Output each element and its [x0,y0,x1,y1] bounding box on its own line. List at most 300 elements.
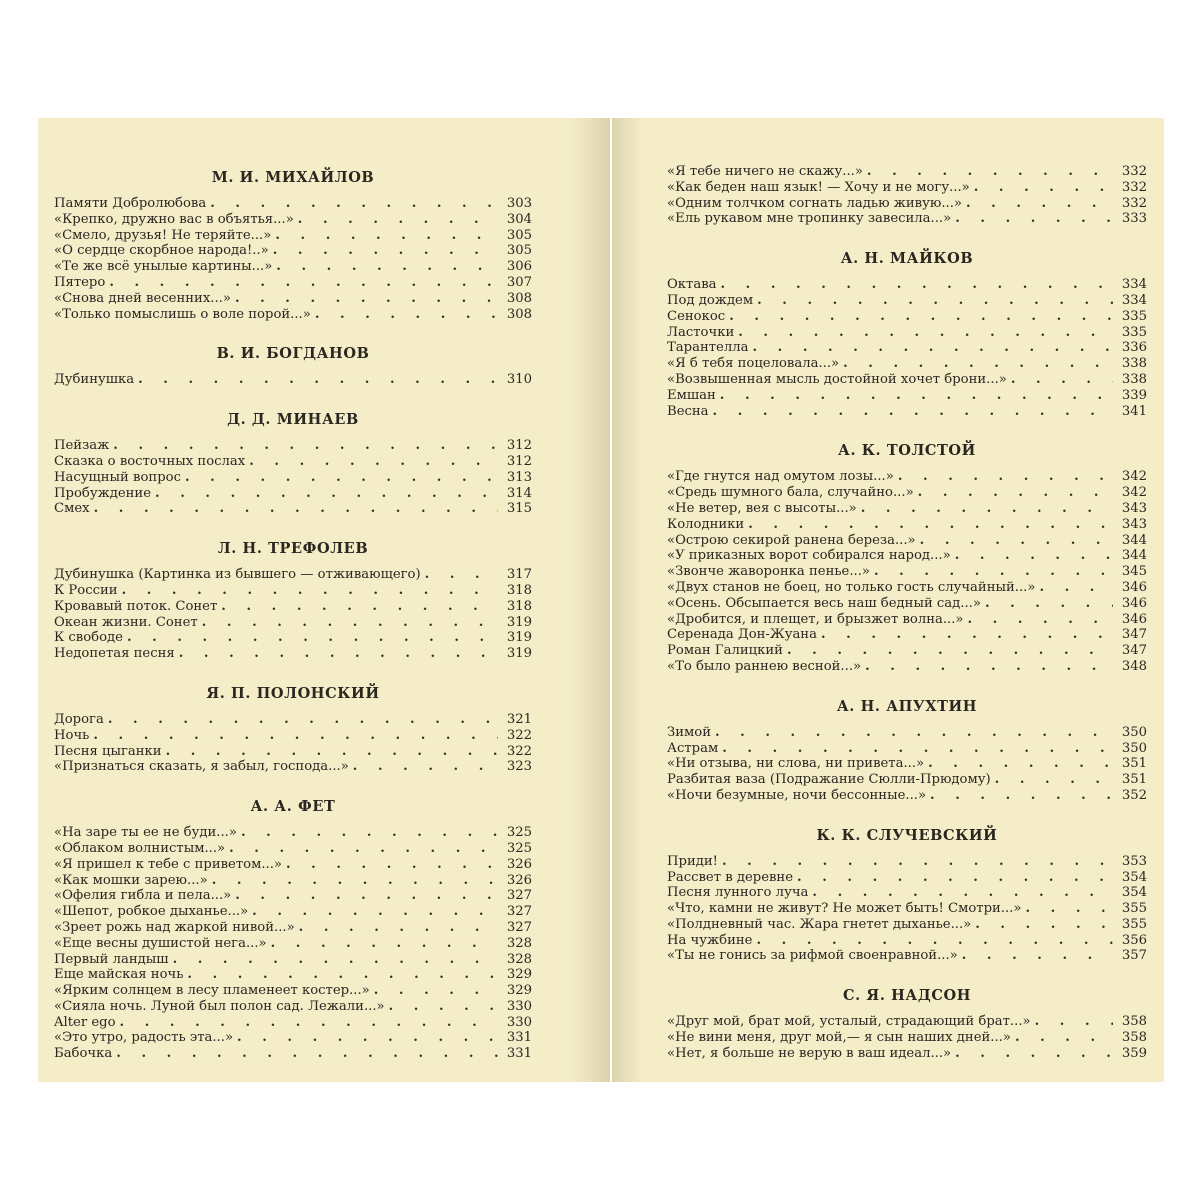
toc-entry [54,259,532,275]
dot-leader [787,643,1113,659]
dot-leader [93,728,498,744]
entry-title: «Друг мой, брат мой, усталый, страдающий брат...» [667,1014,1031,1030]
dot-leader [968,612,1114,628]
toc-entry [54,486,532,502]
entry-page-number: 317 [506,567,532,583]
dot-leader [721,277,1114,293]
dot-leader [241,825,498,841]
dot-leader [748,517,1113,533]
entry-title: «Как беден наш язык! — Хочу и не могу...» [667,179,970,195]
toc-entry [54,583,532,599]
toc-entry [54,712,532,728]
author-section [54,344,532,388]
entry-page-number: 327 [506,904,532,920]
dot-leader [122,583,498,599]
toc-entry [667,627,1147,643]
dot-leader [187,967,498,983]
entry-page-number: 330 [506,1014,532,1030]
author-heading: М. И. МИХАЙЛОВ [211,169,375,186]
left-page [38,118,610,1082]
entry-page-number: 342 [1121,485,1147,501]
dot-leader [865,659,1113,675]
entry-title: Ласточки [667,324,735,340]
author-section [667,986,1147,1061]
dot-leader [898,469,1113,485]
author-section [54,797,532,1062]
entry-page-number: 308 [506,306,532,322]
dot-leader [116,1046,498,1062]
entry-page-number: 350 [1121,740,1147,756]
dot-leader [353,759,498,775]
entry-title: «Признаться сказать, я забыл, господа...» [54,759,349,775]
entry-page-number: 318 [506,598,532,614]
entry-page-number: 339 [1121,387,1147,403]
author-heading: В. И. БОГДАНОВ [216,345,370,363]
entry-title: Октава [667,277,717,293]
dot-leader [752,340,1113,356]
dot-leader [202,615,498,631]
author-heading: Л. Н. ТРЕФОЛЕВ [217,540,369,558]
entry-title: «Только помыслишь о воле порой...» [54,306,311,322]
right-contents-column [667,164,1147,1062]
entry-page-number: 350 [1121,724,1147,740]
dot-leader [210,196,498,212]
dot-leader [715,725,1113,741]
entry-page-number: 306 [506,259,532,275]
dot-leader [985,596,1113,612]
entry-title: «Звонче жаворонка пенье...» [667,564,870,580]
entry-title: «Снова дней весенних...» [54,290,231,306]
entry-page-number: 319 [506,646,532,662]
author-heading: А. К. ТОЛСТОЙ [838,442,976,460]
entry-page-number: 331 [506,1030,532,1046]
toc-entry [54,857,532,873]
entry-page-number: 358 [1121,1014,1147,1030]
author-section [667,441,1147,674]
author-heading: С. Я. НАДСОН [843,987,971,1005]
entry-page-number: 329 [506,967,532,983]
entry-page-number: 344 [1121,532,1147,548]
entry-title: Пейзаж [54,438,110,454]
toc-entry [54,599,532,615]
author-section [667,697,1147,804]
dot-leader [874,564,1113,580]
entry-title: «Это утро, радость эта...» [54,1030,234,1046]
entry-title: «Что, камни не живут? Не может быть! Смотри...» [667,901,1022,917]
dot-leader [722,854,1113,870]
dot-leader [955,211,1113,227]
entry-title: Под дождем [667,292,754,308]
entry-title: Сказка о восточных послах [54,453,246,469]
dot-leader [229,841,498,857]
entry-page-number: 325 [506,825,532,841]
entry-title: Пятеро [54,274,106,290]
dot-leader [298,212,498,228]
toc-entry [54,744,532,760]
entry-page-number: 314 [506,485,532,501]
entry-page-number: 319 [506,630,532,646]
entry-title: «Не ветер, вея с высоты...» [667,500,857,516]
entry-page-number: 332 [1121,195,1147,211]
entry-title: «Ночи безумные, ночи бессонные...» [667,787,927,803]
entry-page-number: 332 [1121,179,1147,195]
entry-page-number: 325 [506,840,532,856]
author-section [667,249,1147,419]
dot-leader [955,548,1113,564]
toc-entry [54,454,532,470]
toc-entry [667,469,1147,485]
entry-page-number: 310 [506,372,532,388]
entry-page-number: 327 [506,919,532,935]
toc-entry [667,917,1147,933]
entry-title: Памяти Добролюбова [54,196,207,211]
dot-leader [713,404,1113,420]
entry-page-number: 312 [506,453,532,469]
entry-page-number: 323 [506,759,532,775]
entry-title: «То было раннею весной...» [667,658,862,674]
entry-title: Серенада Дон-Жуана [667,627,817,643]
entry-page-number: 354 [1121,869,1147,885]
dot-leader [374,983,498,999]
entry-page-number: 354 [1121,885,1147,901]
toc-entry [54,228,532,244]
toc-entry [54,470,532,486]
entry-title: Океан жизни. Сонет [54,614,198,630]
toc-entry [54,438,532,454]
toc-entry [667,196,1147,212]
dot-leader [757,293,1113,309]
toc-entry [54,920,532,936]
toc-entry [54,615,532,631]
dot-leader [1025,901,1113,917]
toc-entry [54,983,532,999]
entry-page-number: 338 [1121,371,1147,387]
entry-page-number: 352 [1121,787,1147,803]
toc-entry [54,904,532,920]
toc-entry [54,567,532,583]
entry-title: «Крепко, дружно вас в объятья...» [54,211,294,227]
entry-page-number: 343 [1121,516,1147,532]
entry-page-number: 345 [1121,564,1147,580]
dot-leader [975,917,1113,933]
dot-leader [237,1030,498,1046]
entry-title: На чужбине [667,932,753,948]
toc-entry [667,612,1147,628]
entry-title: Дорога [54,711,104,727]
dot-leader [729,309,1113,325]
toc-entry [667,948,1147,964]
toc-entry [667,725,1147,741]
entry-page-number: 346 [1121,579,1147,595]
entry-title: К свободе [54,630,123,646]
toc-entry [54,646,532,662]
toc-entry [667,901,1147,917]
entry-title: Первый ландыш [54,951,169,967]
toc-entry [54,967,532,983]
entry-page-number: 358 [1121,1030,1147,1046]
toc-entry [667,741,1147,757]
toc-entry [667,854,1147,870]
dot-leader [930,788,1113,804]
entry-page-number: 322 [506,727,532,743]
entry-title: Рассвет в деревне [667,869,794,885]
dot-leader [962,948,1113,964]
toc-entry [54,1046,532,1062]
dot-leader [299,920,498,936]
toc-entry [54,873,532,889]
entry-page-number: 328 [506,935,532,951]
entry-page-number: 334 [1121,292,1147,308]
entry-page-number: 303 [506,196,532,211]
toc-entry [54,196,532,212]
entry-page-number: 342 [1121,469,1147,485]
toc-entry [667,340,1147,356]
entry-page-number: 347 [1121,643,1147,659]
toc-entry [667,211,1147,227]
dot-leader [867,164,1113,180]
toc-entry [54,291,532,307]
dot-leader [212,873,498,889]
toc-entry [667,564,1147,580]
entry-title: Песня лунного луча [667,885,809,901]
entry-page-number: 308 [506,290,532,306]
toc-entry [667,596,1147,612]
dot-leader [109,275,498,291]
author-section [667,826,1147,965]
entry-page-number: 305 [506,243,532,259]
dot-leader [173,952,498,968]
entry-title: Колодники [667,516,745,532]
dot-leader [252,904,498,920]
entry-title: «У приказных ворот собирался народ...» [667,548,951,564]
entry-title: «Офелия гибла и пела...» [54,888,232,904]
toc-entry [667,325,1147,341]
entry-page-number: 304 [506,211,532,227]
entry-page-number: 331 [506,1046,532,1062]
entry-title: Разбитая ваза (Подражание Сюлли-Прюдому) [667,772,991,788]
toc-entry [54,243,532,259]
toc-entry [667,180,1147,196]
entry-page-number: 355 [1121,901,1147,917]
entry-page-number: 351 [1121,772,1147,788]
toc-entry [667,756,1147,772]
entry-title: Тарантелла [667,340,749,356]
author-heading: К. К. СЛУЧЕВСКИЙ [816,826,998,844]
dot-leader [127,630,498,646]
dot-leader [286,857,498,873]
dot-leader [1039,580,1113,596]
dot-leader [389,999,498,1015]
entry-title: Роман Галицкий [667,643,783,659]
toc-entry [54,825,532,841]
toc-entry [667,659,1147,675]
dot-leader [1035,1014,1113,1030]
right-page [612,118,1164,1082]
toc-entry [54,212,532,228]
dot-leader [1011,372,1113,388]
entry-title: Астрам [667,740,719,756]
toc-entry [667,517,1147,533]
entry-page-number: 315 [506,501,532,517]
toc-entry [667,643,1147,659]
entry-page-number: 359 [1121,1045,1147,1061]
entry-page-number: 348 [1121,658,1147,674]
toc-entry [54,307,532,323]
entry-title: Дубинушка [54,372,135,388]
entry-title: «О сердце скорбное народа!..» [54,243,269,259]
entry-page-number: 356 [1121,932,1147,948]
dot-leader [155,486,498,502]
entry-page-number: 318 [506,582,532,598]
entry-page-number: 312 [506,438,532,454]
entry-page-number: 330 [506,998,532,1014]
entry-title: Еще майская ночь [54,967,184,983]
entry-page-number: 322 [506,743,532,759]
entry-title: Смех [54,501,90,517]
toc-entry [54,275,532,291]
dot-leader [974,180,1113,196]
entry-title: Приди! [667,853,718,869]
dot-leader [425,567,498,583]
toc-entry [54,999,532,1015]
entry-title: «Я б тебя поцеловала...» [667,356,840,372]
entry-title: Ночь [54,727,90,743]
entry-page-number: 335 [1121,324,1147,340]
entry-page-number: 343 [1121,500,1147,516]
toc-entry [667,293,1147,309]
entry-title: «Не вини меня, друг мой,— я сын наших дней...» [667,1030,1011,1046]
entry-title: «Те же всё унылые картины...» [54,259,273,275]
dot-leader [995,772,1113,788]
entry-title: «Еще весны душистой нега...» [54,935,267,951]
dot-leader [1015,1030,1113,1046]
author-heading: Д. Д. МИНАЕВ [227,411,359,429]
entry-page-number: 346 [1121,595,1147,611]
entry-title: Дубинушка (Картинка из бывшего — отживающего) [54,567,421,583]
entry-title: «Средь шумного бала, случайно...» [667,485,914,501]
entry-title: «Шепот, робкое дыханье...» [54,904,249,920]
entry-page-number: 319 [506,614,532,630]
entry-page-number: 333 [1121,211,1147,227]
entry-page-number: 305 [506,227,532,243]
toc-entry [667,1014,1147,1030]
author-section [54,168,532,322]
toc-entry [667,356,1147,372]
dot-leader [966,196,1113,212]
dot-leader [138,372,498,388]
dot-leader [920,533,1113,549]
author-section [667,164,1147,227]
entry-title: Насущный вопрос [54,469,181,485]
entry-title: Емшан [667,387,716,403]
entry-title: Песня цыганки [54,743,162,759]
entry-page-number: 353 [1121,853,1147,869]
entry-title: «Зреет рожь над жаркой нивой...» [54,919,295,935]
entry-page-number: 341 [1121,403,1147,419]
dot-leader [113,438,498,454]
author-heading: Я. П. ПОЛОНСКИЙ [206,684,380,702]
author-section [54,410,532,517]
entry-title: Недопетая песня [54,646,175,662]
toc-entry [667,870,1147,886]
toc-entry [667,501,1147,517]
entry-title: «Дробится, и плещет, и брызжет волна...» [667,611,964,627]
toc-entry [54,936,532,952]
dot-leader [271,936,498,952]
gutter-shadow [612,118,642,1082]
dot-leader [276,259,498,275]
entry-title: «Ни отзыва, ни слова, ни привета...» [667,756,925,772]
author-section [54,684,532,775]
dot-leader [812,885,1113,901]
entry-title: «Сияла ночь. Луной был полон сад. Лежали...» [54,998,385,1014]
toc-entry [667,885,1147,901]
toc-entry [667,372,1147,388]
entry-title: «Как мошки зарею...» [54,872,208,888]
toc-entry [667,580,1147,596]
toc-entry [667,309,1147,325]
toc-entry [667,277,1147,293]
toc-entry [54,888,532,904]
dot-leader [918,485,1113,501]
entry-title: Пробуждение [54,485,152,501]
entry-page-number: 335 [1121,308,1147,324]
entry-title: «Ты не гонись за рифмой своенравной...» [667,948,958,964]
toc-entry [54,728,532,744]
entry-title: «На заре ты ее не буди...» [54,825,237,841]
dot-leader [722,741,1113,757]
entry-title: «Ель рукавом мне тропинку завесила...» [667,211,952,227]
entry-title: «Двух станов не боец, но только гость случайный...» [667,579,1036,595]
toc-entry [667,772,1147,788]
entry-page-number: 338 [1121,356,1147,372]
toc-entry [667,1030,1147,1046]
author-heading: А. Н. АПУХТИН [836,697,978,715]
dot-leader [843,356,1113,372]
entry-title: «Я тебе ничего не скажу...» [667,164,863,179]
entry-title: «Нет, я больше не верую в ваш идеал...» [667,1045,952,1061]
entry-title: Сенокос [667,308,726,324]
entry-page-number: 313 [506,469,532,485]
entry-title: «Острою секирой ранена береза...» [667,532,916,548]
entry-page-number: 332 [1121,164,1147,179]
toc-entry [667,164,1147,180]
entry-title: Alter ego [54,1014,116,1030]
dot-leader [275,228,498,244]
toc-entry [54,630,532,646]
entry-page-number: 346 [1121,611,1147,627]
entry-title: Бабочка [54,1046,113,1062]
entry-title: К России [54,582,118,598]
entry-page-number: 326 [506,856,532,872]
entry-title: «Ярким солнцем в лесу пламенеет костер...» [54,983,370,999]
entry-title: «Я пришел к тебе с приветом...» [54,856,282,872]
dot-leader [221,599,498,615]
toc-entry [54,1030,532,1046]
toc-entry [667,485,1147,501]
entry-page-number: 327 [506,888,532,904]
dot-leader [185,470,498,486]
entry-page-number: 347 [1121,627,1147,643]
dot-leader [108,712,498,728]
toc-entry [667,548,1147,564]
gutter-shadow [570,118,610,1082]
entry-page-number: 326 [506,872,532,888]
toc-entry [667,404,1147,420]
dot-leader [315,307,498,323]
entry-title: «Одним толчком согнать ладью живую...» [667,195,962,211]
dot-leader [235,888,498,904]
